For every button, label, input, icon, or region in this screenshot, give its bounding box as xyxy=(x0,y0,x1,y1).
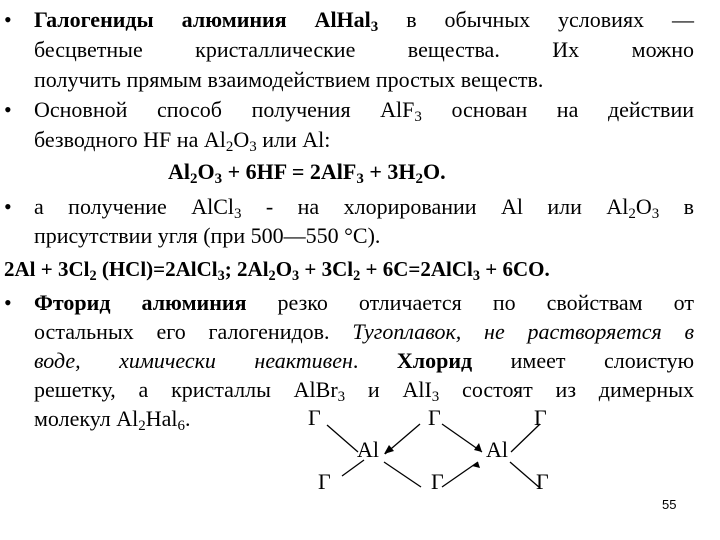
halogen-label: Г xyxy=(318,469,331,494)
text-line: решетку, а кристаллы AlBr$_3$ и AlI$_3$ состоят из димерных xyxy=(34,377,694,406)
text-line: Основной способ получения AlF$_3$ основан на действии xyxy=(34,97,694,126)
halogen-label: Г xyxy=(536,469,549,494)
bullet: • xyxy=(4,290,12,315)
text-line: Галогениды алюминия AlHal$_3$ в обычных условиях — xyxy=(34,7,694,36)
halogen-label: Г xyxy=(431,469,444,494)
text-line: молекул $Al_2Hal_6$. xyxy=(34,406,191,435)
halogen-label: Г xyxy=(308,405,321,430)
equation-alf3: $Al_2O_3 + 6HF = 2AlF_3 + 3H_2O$. xyxy=(168,159,446,188)
halogen-label: Г xyxy=(534,405,547,430)
text-line: Фторид алюминия резко отличается по свойствам от xyxy=(34,290,694,315)
text-line: бесцветные кристаллические вещества. Их можно xyxy=(34,37,694,62)
bond-line xyxy=(384,462,421,487)
bond-line xyxy=(327,425,358,452)
text-line: воде, химически неактивен. Хлорид имеет слоистую xyxy=(34,348,695,373)
text-line: присутствии угля (при 500—550 °С). xyxy=(34,223,381,248)
aluminium-label: Al xyxy=(486,437,508,462)
page-number: 55 xyxy=(662,497,677,512)
bullet: • xyxy=(4,97,12,122)
equation-alcl3: $2Al + 3Cl_2$ (HCl)=2AlCl$_3$; $2Al_2O_3 + 3Cl_2$ + 6C=2AlCl$_3$ + 6CO. xyxy=(4,257,550,284)
text-line: а получение AlCl$_3$ - на хлорировании Al или $Al_2O_3$ в xyxy=(34,194,695,223)
text-line: получить прямым взаимодействием простых веществ. xyxy=(34,67,544,92)
arrowhead xyxy=(384,445,394,454)
aluminium-label: Al xyxy=(357,437,379,462)
bullet: • xyxy=(4,7,12,32)
halogen-label: Г xyxy=(428,405,441,430)
text-line: остальных его галогенидов. Тугоплавок, не растворяется в xyxy=(34,319,695,344)
bullet: • xyxy=(4,194,12,219)
text-line: безводного HF на $Al_2O_3$ или Al: xyxy=(34,127,331,156)
